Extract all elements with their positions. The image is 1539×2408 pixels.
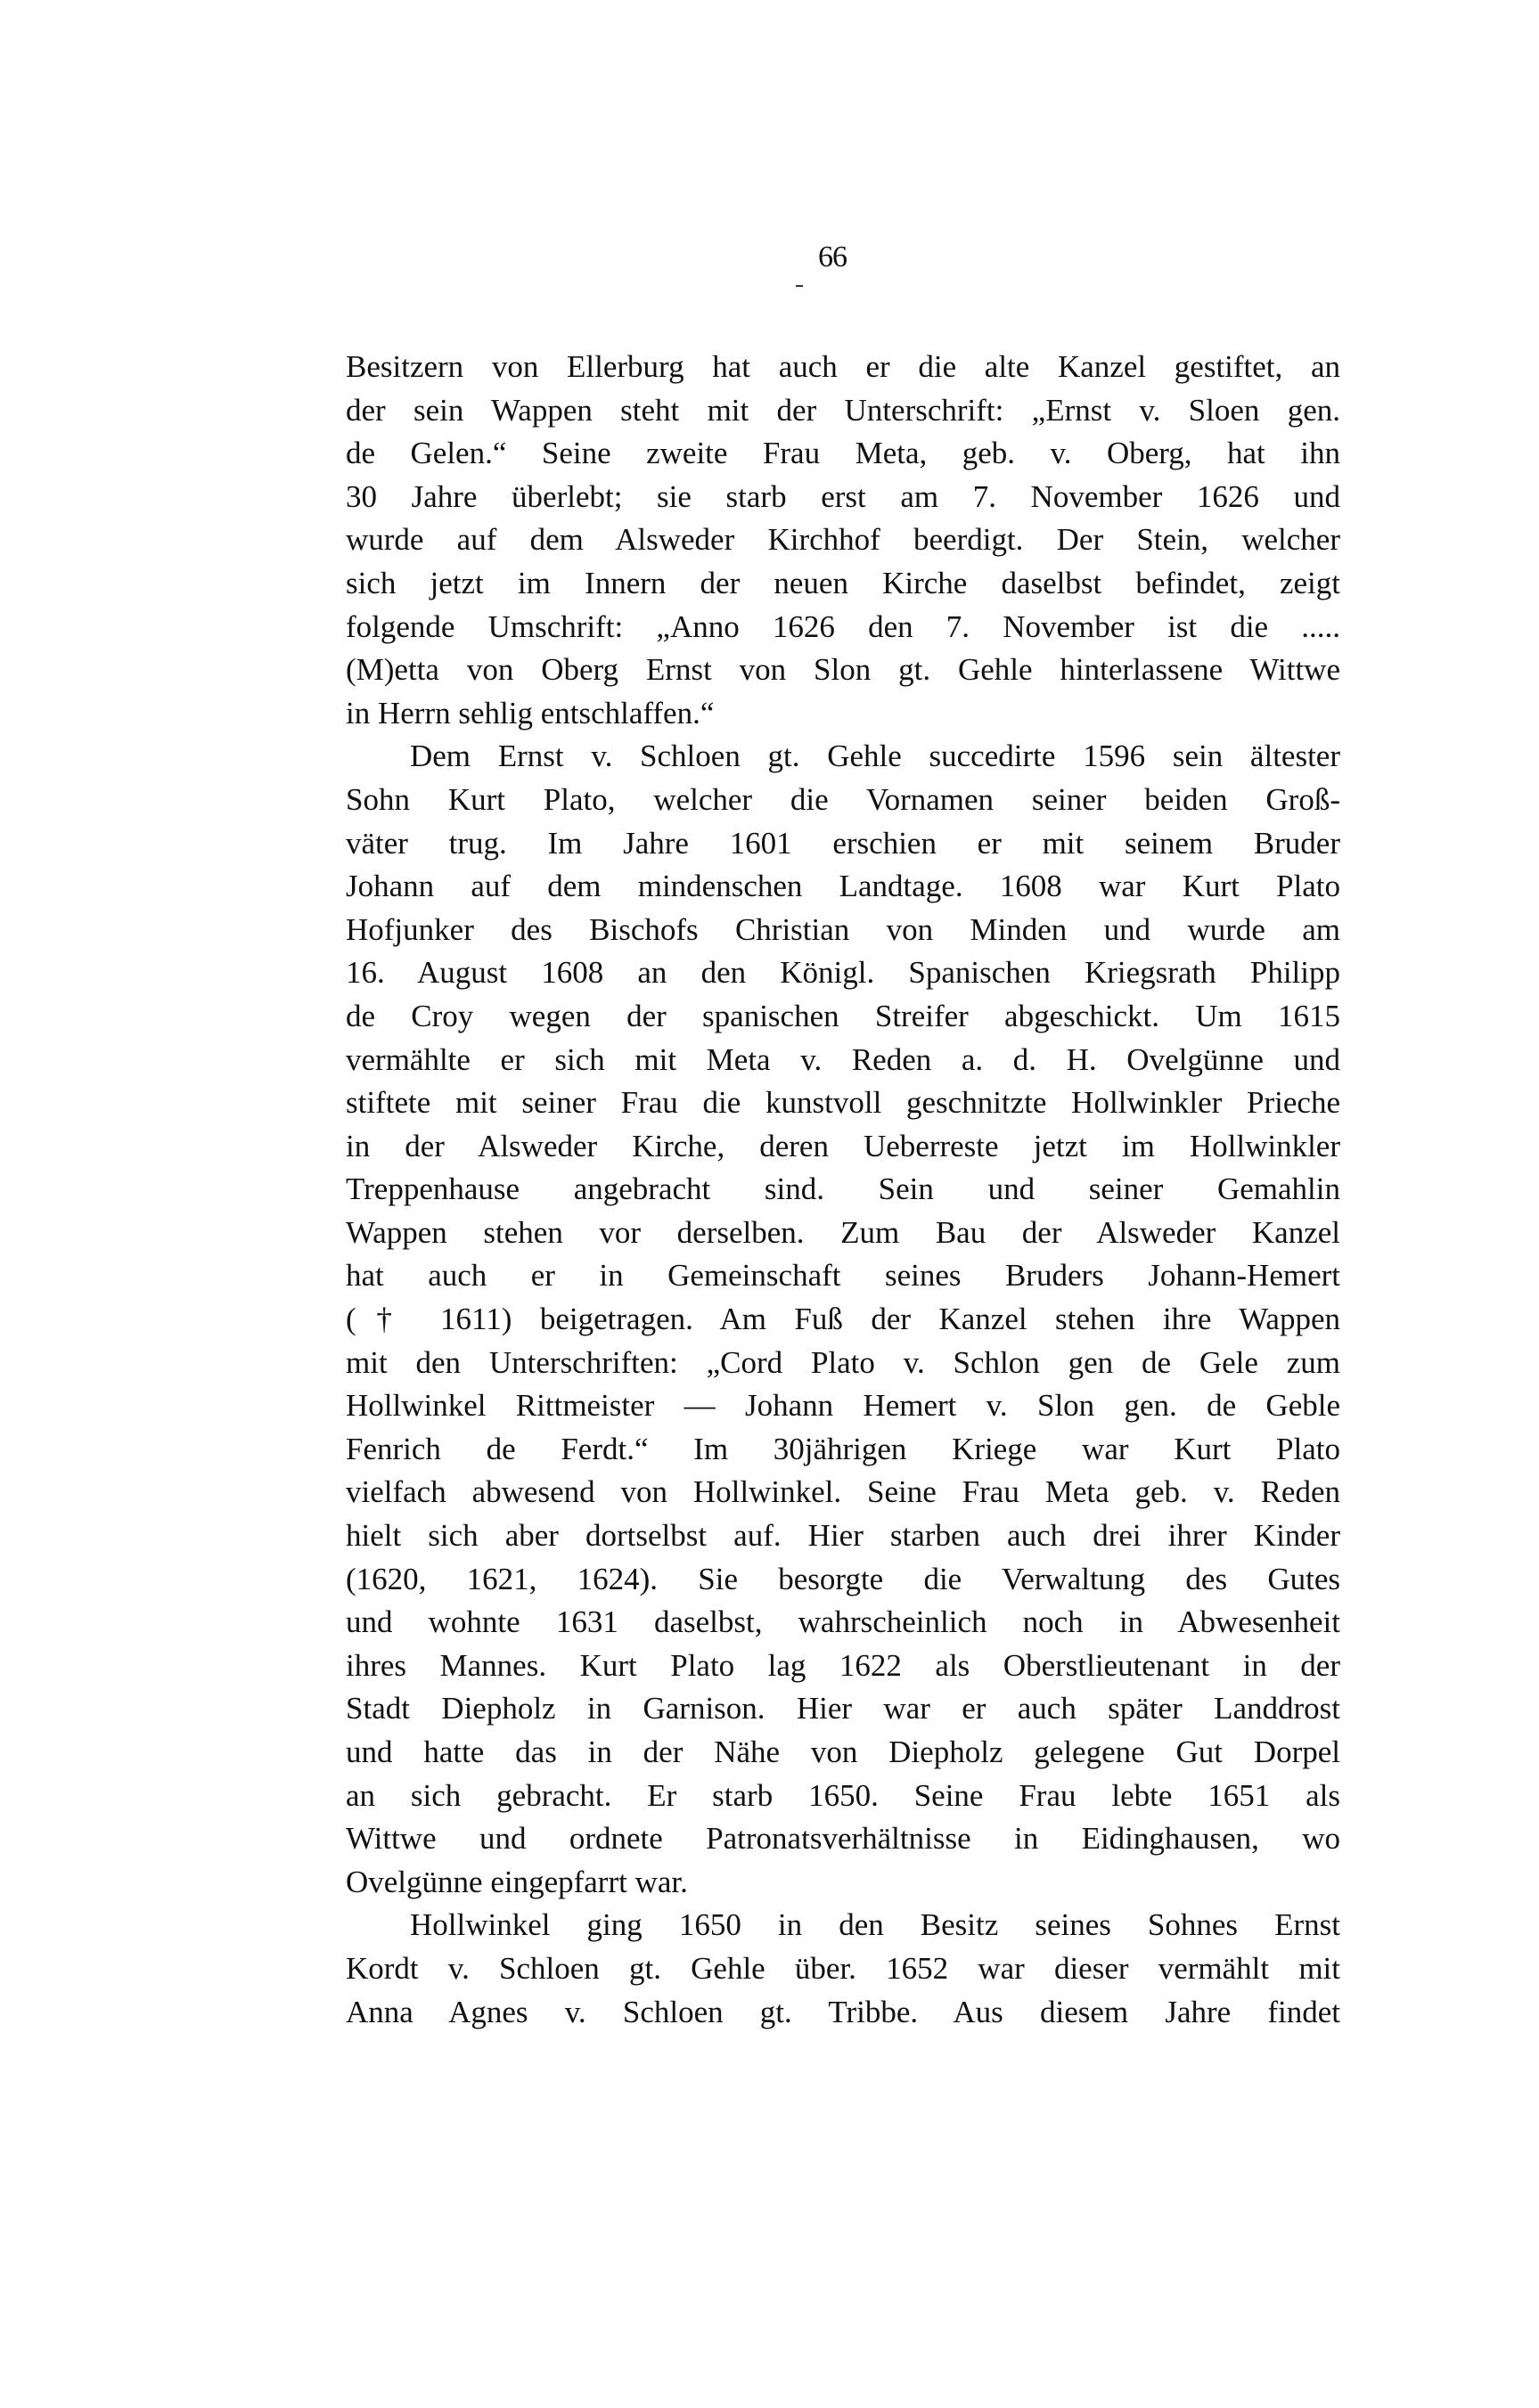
- text-line: folgende Umschrift: „Anno 1626 den 7. November ist die .....: [346, 608, 1340, 644]
- paragraph-2: [346, 735, 1340, 1904]
- text-line: 16. August 1608 an den Königl. Spanischen Kriegsrath Philipp: [346, 955, 1340, 991]
- text-line: Hofjunker des Bischofs Christian von Minden und wurde am: [346, 911, 1340, 947]
- body-text: [346, 346, 1340, 2034]
- paragraph-3: [346, 1904, 1340, 2034]
- text-line: de Croy wegen der spanischen Streifer abgeschickt. Um 1615: [346, 998, 1340, 1033]
- text-line: mit den Unterschriften: „Cord Plato v. Schlon gen de Gele zum: [346, 1344, 1340, 1380]
- page-number-dash: [796, 285, 803, 287]
- text-line: sich jetzt im Innern der neuen Kirche daselbst befindet, zeigt: [346, 565, 1340, 600]
- text-line: 30 Jahre überlebt; sie starb erst am 7. November 1626 und: [346, 478, 1340, 514]
- text-line: und hatte das in der Nähe von Diepholz gelegene Gut Dorpel: [346, 1735, 1340, 1769]
- text-line: Fenrich de Ferdt.“ Im 30jährigen Kriege war Kurt Plato: [346, 1431, 1340, 1466]
- text-line: Stadt Diepholz in Garnison. Hier war er auch später Landdrost: [346, 1691, 1340, 1726]
- text-line: vermählte er sich mit Meta v. Reden a. d. H. Ovelgünne und: [346, 1041, 1340, 1077]
- text-line: Sohn Kurt Plato, welcher die Vornamen seiner beiden Groß-: [346, 781, 1340, 817]
- text-line: Treppenhause angebracht sind. Sein und seiner Gemahlin: [346, 1171, 1340, 1207]
- text-line: Wittwe und ordnete Patronatsverhältnisse in Eidinghausen, wo: [346, 1821, 1340, 1857]
- text-line: Hollwinkel ging 1650 in den Besitz seines Sohnes Ernst: [410, 1907, 1340, 1943]
- text-line: (M)etta von Oberg Ernst von Slon gt. Gehle hinterlassene Wittwe: [346, 652, 1340, 688]
- text-line: und wohnte 1631 daselbst, wahrscheinlich noch in Abwesenheit: [346, 1604, 1340, 1640]
- text-line: (1620, 1621, 1624). Sie besorgte die Verwaltung des Gutes: [346, 1561, 1340, 1596]
- text-line: Kordt v. Schloen gt. Gehle über. 1652 war dieser vermählt mit: [346, 1950, 1340, 1986]
- text-line: in Herrn sehlig entschlaffen.“: [346, 695, 715, 731]
- text-line: hielt sich aber dortselbst auf. Hier starben auch drei ihrer Kinder: [346, 1518, 1340, 1554]
- text-line: in der Alsweder Kirche, deren Ueberreste jetzt im Hollwinkler: [346, 1128, 1340, 1163]
- text-line: vielfach abwesend von Hollwinkel. Seine Frau Meta geb. v. Reden: [346, 1474, 1340, 1510]
- text-line: Johann auf dem mindenschen Landtage. 1608 war Kurt Plato: [346, 869, 1340, 904]
- text-line: an sich gebracht. Er starb 1650. Seine Frau lebte 1651 als: [346, 1777, 1340, 1813]
- text-line: Wappen stehen vor derselben. Zum Bau der Alsweder Kanzel: [346, 1214, 1340, 1250]
- text-line: Dem Ernst v. Schloen gt. Gehle succedirte 1596 sein ältester: [410, 739, 1340, 774]
- text-line: Anna Agnes v. Schloen gt. Tribbe. Aus diesem Jahre findet: [346, 1994, 1340, 2029]
- text-line: de Gelen.“ Seine zweite Frau Meta, geb. v. Oberg, hat ihn: [346, 436, 1340, 471]
- paragraph-1: [346, 346, 1340, 735]
- text-line: hat auch er in Gemeinschaft seines Bruders Johann-Hemert: [346, 1258, 1340, 1294]
- text-line: väter trug. Im Jahre 1601 erschien er mit seinem Bruder: [346, 825, 1340, 861]
- text-line: stiftete mit seiner Frau die kunstvoll geschnitzte Hollwinkler Prieche: [346, 1085, 1340, 1121]
- text-line: ihres Mannes. Kurt Plato lag 1622 als Oberstlieutenant in der: [346, 1647, 1340, 1683]
- text-line: († 1611) beigetragen. Am Fuß der Kanzel stehen ihre Wappen: [346, 1302, 1340, 1337]
- text-line: Ovelgünne eingepfarrt war.: [346, 1864, 688, 1899]
- text-line: Besitzern von Ellerburg hat auch er die alte Kanzel gestiftet, an: [346, 349, 1340, 384]
- page-number: 66: [818, 241, 847, 273]
- text-line: Hollwinkel Rittmeister — Johann Hemert v. Slon gen. de Geble: [346, 1388, 1340, 1424]
- text-line: wurde auf dem Alsweder Kirchhof beerdigt. Der Stein, welcher: [346, 522, 1340, 558]
- text-line: der sein Wappen steht mit der Unterschrift: „Ernst v. Sloen gen.: [346, 392, 1340, 428]
